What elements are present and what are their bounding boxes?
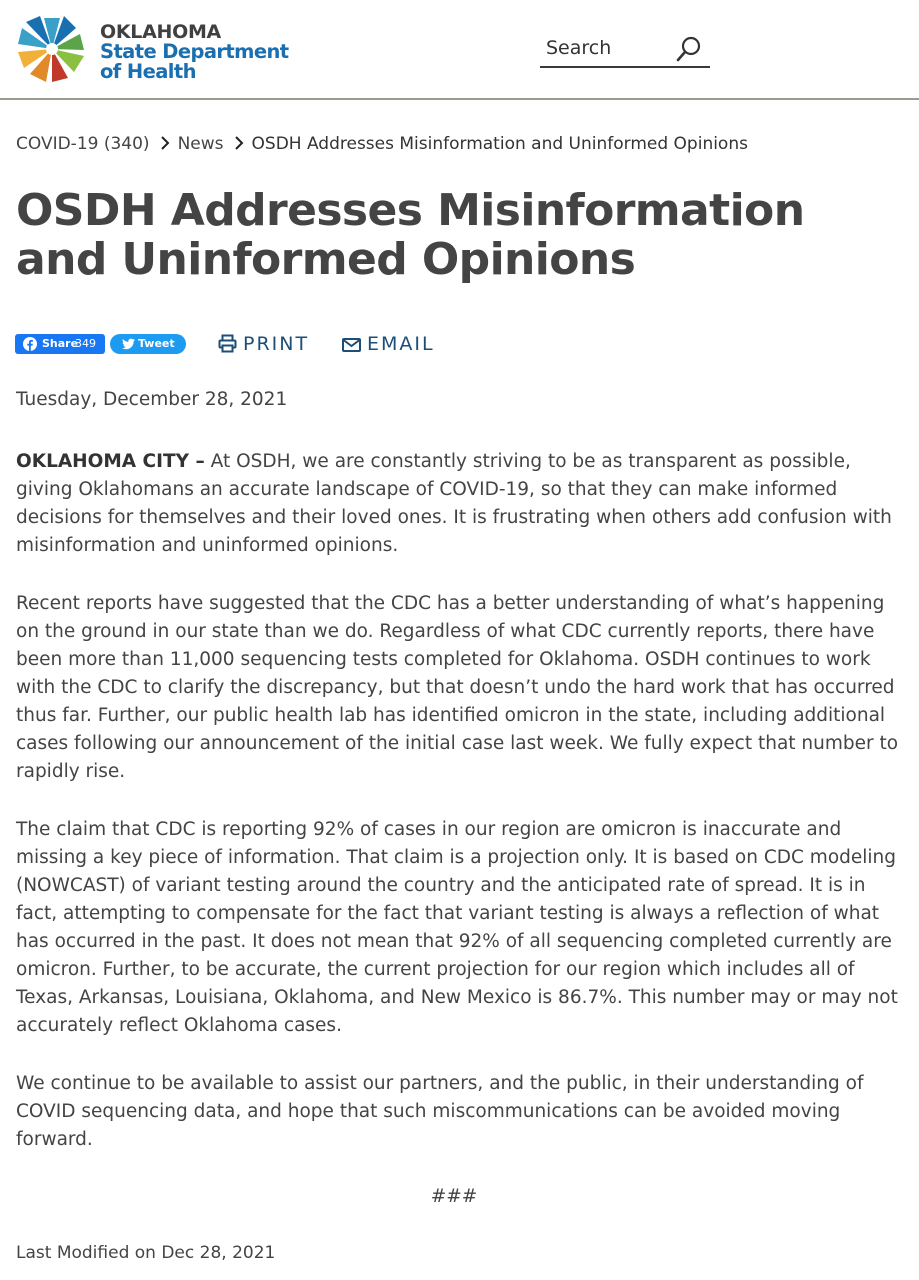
article-dateline: OKLAHOMA CITY –	[16, 451, 205, 472]
print-button[interactable]	[218, 333, 309, 355]
logo-line-state-department: State Department	[100, 40, 289, 63]
site-header	[0, 0, 919, 100]
breadcrumb-current: OSDH Addresses Misinformation and Uninformed Opinions	[251, 134, 748, 154]
chevron-right-icon	[233, 136, 245, 150]
email-button[interactable]	[342, 333, 435, 355]
breadcrumb	[16, 134, 748, 154]
article-body	[16, 448, 902, 1184]
email-label: EMAIL	[367, 333, 435, 355]
breadcrumb-news[interactable]: News	[177, 134, 224, 154]
search-box	[540, 30, 710, 68]
breadcrumb-covid19[interactable]: COVID-19 (340)	[16, 134, 150, 154]
chevron-right-icon	[159, 136, 171, 150]
logo-line-of-health: of Health	[100, 60, 196, 83]
page-title: OSDH Addresses Misinformation and Uninformed Opinions	[16, 185, 805, 285]
article-date: Tuesday, December 28, 2021	[16, 389, 288, 410]
tweet-button[interactable]	[110, 334, 186, 354]
article-paragraph: We continue to be available to assist our partners, and the public, in their understanding of COVID sequencing data, and hope that such miscommunications can be avoided moving forward.	[16, 1073, 864, 1150]
print-icon	[218, 334, 237, 353]
facebook-share-button[interactable]	[15, 334, 105, 354]
article-paragraph: The claim that CDC is reporting 92% of cases in our region are omicron is inaccurate and missing a key piece of information. That claim is a projection only. It is based on CDC modeling (NOWCAST) of variant testing around the country and the anticipated rate of spread. It is in fact, attempting to compensate for the fact that variant testing is always a reflection of what has occurred in the past. It does not mean that 92% of all sequencing completed currently are omicron. Further, to be accurate, the current projection for our region which includes all of Texas, Arkansas, Louisiana, Oklahoma, and New Mexico is 86.7%. This number may or may not accurately reflect Oklahoma cases.	[16, 819, 898, 1036]
search-icon[interactable]	[674, 34, 704, 64]
tweet-label: Tweet	[138, 337, 175, 350]
article-paragraph-text: At OSDH, we are constantly striving to be as transparent as possible, giving Oklahomans an accurate landscape of COVID-19, so that they can make informed decisions for themselves and their loved ones. It is frustrating when others add confusion with misinformation and uninformed opinions.	[16, 451, 892, 556]
envelope-icon	[342, 337, 361, 353]
last-modified: Last Modified on Dec 28, 2021	[16, 1243, 276, 1263]
facebook-share-count: 349	[75, 337, 96, 350]
print-label: PRINT	[243, 333, 310, 355]
facebook-icon	[23, 337, 37, 351]
facebook-share-label: Share	[42, 337, 79, 350]
article-end-marker: ###	[430, 1186, 478, 1207]
article-paragraph: Recent reports have suggested that the CDC has a better understanding of what’s happening on the ground in our state than we do. Regardless of what CDC currently reports, there have been more than 11,000 sequencing tests completed for Oklahoma. OSDH continues to work with the CDC to clarify the discrepancy, but that doesn’t undo the hard work that has occurred thus far. Further, our public health lab has identified omicron in the state, including additional cases following our announcement of the initial case last week. We fully expect that number to rapidly rise.	[16, 593, 899, 782]
article-paragraph	[16, 448, 902, 560]
logo-line-oklahoma: OKLAHOMA	[100, 21, 221, 43]
osdh-logo-icon[interactable]	[14, 12, 90, 86]
twitter-bird-icon	[122, 338, 135, 350]
search-input[interactable]	[546, 34, 666, 62]
logo-wordmark[interactable]	[100, 22, 288, 82]
